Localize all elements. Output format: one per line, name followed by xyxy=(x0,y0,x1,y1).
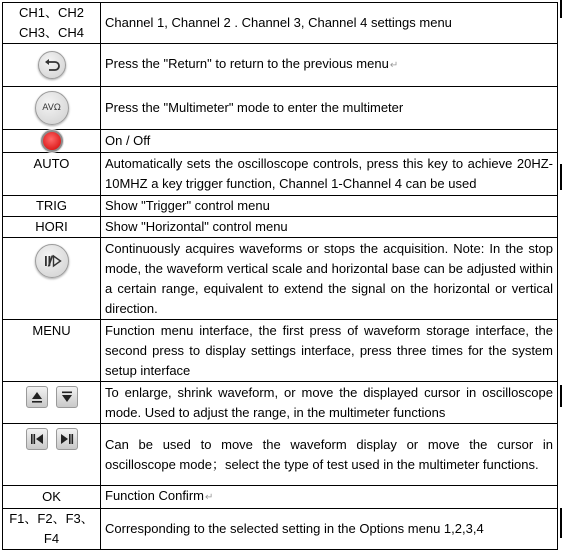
description-text: Can be used to move the waveform display or move the cursor in oscilloscope mode；select the type of test used in the multimeter functions. xyxy=(105,436,553,472)
table-row xyxy=(3,217,558,238)
key-label: OK xyxy=(42,489,61,504)
description-cell xyxy=(101,382,558,424)
up-down-arrows-icon xyxy=(22,388,82,403)
table-row xyxy=(3,238,558,320)
right-edge-line xyxy=(560,164,562,190)
description-text: Press the "Return" to return to the previous menu xyxy=(105,56,389,71)
description-cell xyxy=(101,196,558,217)
table-row xyxy=(3,196,558,217)
return-icon xyxy=(38,51,66,79)
key-label: AUTO xyxy=(33,156,70,171)
description-text: Function Confirm xyxy=(105,488,204,503)
power-icon xyxy=(41,130,63,152)
down-arrow-icon xyxy=(56,386,78,408)
table-row xyxy=(3,382,558,424)
description-text: Channel 1, Channel 2 . Channel 3, Channel 4 settings menu xyxy=(105,15,452,30)
table-row xyxy=(3,130,558,153)
key-cell xyxy=(3,238,101,320)
right-edge-line xyxy=(560,0,562,18)
key-cell xyxy=(3,509,101,550)
key-cell xyxy=(3,3,101,44)
key-function-table xyxy=(2,2,558,550)
left-right-arrows-icon xyxy=(22,430,82,445)
description-cell xyxy=(101,486,558,509)
description-cell xyxy=(101,424,558,486)
key-cell xyxy=(3,87,101,130)
description-cell xyxy=(101,217,558,238)
description-text: Corresponding to the selected setting in the Options menu 1,2,3,4 xyxy=(105,521,484,536)
key-cell xyxy=(3,130,101,153)
table-row xyxy=(3,87,558,130)
key-label: CH1、CH2 xyxy=(18,5,84,20)
key-label: TRIG xyxy=(35,198,68,213)
multimeter-icon-label: AVΩ xyxy=(42,103,61,113)
key-cell xyxy=(3,44,101,87)
return-mark: ↵ xyxy=(204,492,214,503)
description-cell xyxy=(101,87,558,130)
table-row xyxy=(3,424,558,486)
left-arrow-icon xyxy=(26,428,48,450)
up-arrow-icon xyxy=(26,386,48,408)
table-row xyxy=(3,44,558,87)
description-text: Show "Trigger" control menu xyxy=(105,198,270,213)
key-cell xyxy=(3,320,101,382)
key-label-second-line: CH3、CH4 xyxy=(18,25,84,40)
key-cell xyxy=(3,382,101,424)
description-text: To enlarge, shrink waveform, or move the displayed cursor in oscilloscope mode. Used to adjust the range, in the multimeter functions xyxy=(105,384,553,420)
description-cell xyxy=(101,320,558,382)
description-text: Continuously acquires waveforms or stops the acquisition. Note: In the stop mode, the waveform vertical scale and horizontal base can be adjusted within a certain range, equivalent to extend the signal on the horizontal or vertical direction. xyxy=(105,240,553,316)
description-cell xyxy=(101,130,558,153)
description-cell xyxy=(101,44,558,87)
multimeter-icon xyxy=(35,91,69,125)
key-label: F1、F2、F3、 xyxy=(9,511,94,526)
table-row xyxy=(3,153,558,196)
key-cell xyxy=(3,153,101,196)
description-cell xyxy=(101,153,558,196)
description-text: Show "Horizontal" control menu xyxy=(105,219,288,234)
run-stop-icon xyxy=(35,244,69,278)
description-cell xyxy=(101,509,558,550)
key-cell xyxy=(3,424,101,486)
right-edge-line xyxy=(560,508,562,538)
right-arrow-icon xyxy=(56,428,78,450)
table-row xyxy=(3,509,558,550)
description-text: On / Off xyxy=(105,133,151,148)
description-text: Function menu interface, the first press of waveform storage interface, the second press to display settings interface, press three times for the system setup interface xyxy=(105,322,553,378)
description-cell xyxy=(101,3,558,44)
table-row xyxy=(3,320,558,382)
right-edge-line xyxy=(560,385,562,407)
key-cell xyxy=(3,217,101,238)
table-row xyxy=(3,486,558,509)
description-text: Press the "Multimeter" mode to enter the multimeter xyxy=(105,100,404,115)
key-label: HORI xyxy=(35,219,68,234)
return-mark: ↵ xyxy=(389,60,399,71)
key-label: MENU xyxy=(32,323,71,338)
key-label-second-line: F4 xyxy=(43,531,60,546)
description-cell xyxy=(101,238,558,320)
key-cell xyxy=(3,196,101,217)
key-cell xyxy=(3,486,101,509)
description-text: Automatically sets the oscilloscope controls, press this key to achieve 20HZ-10MHZ a key trigger function, Channel 1-Channel 4 can be used xyxy=(105,156,553,191)
table-row xyxy=(3,3,558,44)
